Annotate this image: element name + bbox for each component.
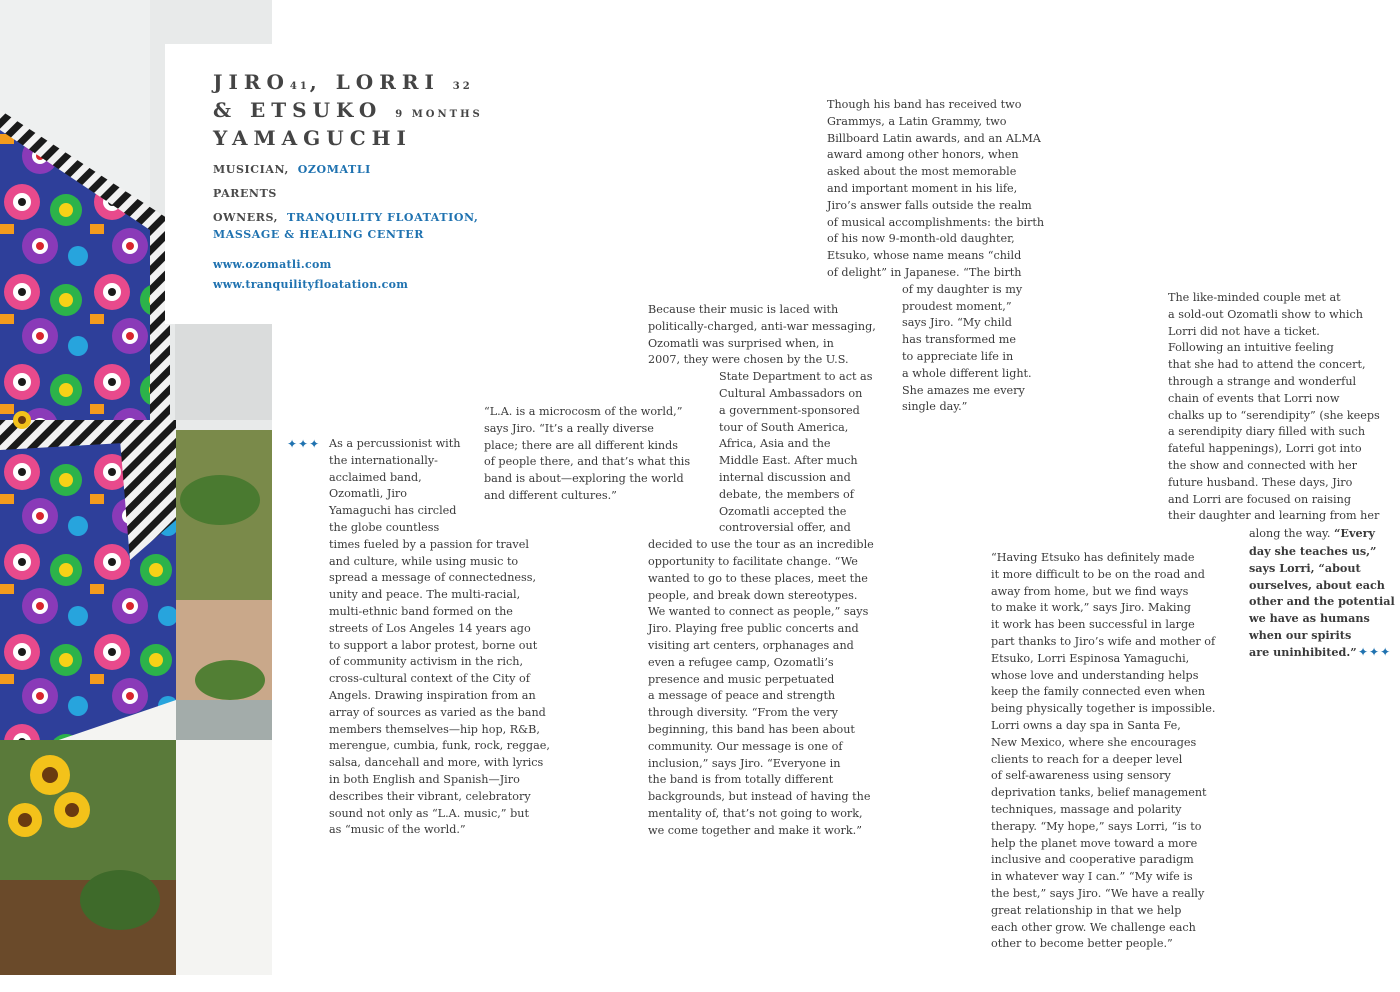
text-line: proudest moment,”	[902, 299, 1012, 313]
text-line: array of sources as varied as the band	[329, 705, 546, 719]
text-line: it work has been successful in large	[991, 618, 1195, 632]
text-line: day she teaches us,”	[1249, 543, 1377, 558]
ozomatli-link[interactable]: www.ozomatli.com	[213, 258, 332, 271]
text-line: controversial offer, and	[719, 521, 851, 535]
text-line: acclaimed band,	[329, 470, 422, 484]
text-line: backgrounds, but instead of having the	[648, 790, 871, 804]
column-4-text-top	[827, 97, 1057, 282]
age-jiro: 41	[289, 81, 310, 92]
text-line: place; there are all different kinds	[484, 438, 679, 452]
text-line: has transformed me	[902, 333, 1017, 347]
text-line: band is about—exploring the world	[484, 472, 684, 486]
text-line: when our spirits	[1249, 627, 1352, 642]
text-line: of people there, and that’s what this	[484, 455, 691, 469]
text-line: Though his band has received two	[827, 98, 1022, 111]
text-line: fateful happenings), Lorri got into	[1168, 442, 1362, 456]
text-line: describes their vibrant, celebratory	[329, 789, 531, 803]
text-line: politically-charged, anti-war messaging,	[648, 319, 876, 333]
text-line: Ozomatli was surprised when, in	[648, 336, 834, 350]
text-line: as “music of the world.”	[329, 823, 466, 837]
role-label: MUSICIAN,	[213, 163, 289, 176]
text-line: their daughter and learning from her	[1168, 509, 1380, 523]
text-line: New Mexico, where she encourages	[991, 735, 1197, 749]
text-line: to appreciate life in	[902, 349, 1014, 363]
decorative-stars-icon: ✦✦✦	[287, 437, 321, 451]
text-line: mentality of, that’s not going to work,	[648, 806, 863, 820]
text-line: whose love and understanding helps	[991, 668, 1199, 682]
text-line: award among other honors, when	[827, 148, 1019, 162]
age-lorri: 32	[452, 81, 473, 92]
text-line: debate, the members of	[719, 487, 854, 501]
name-etsuko: & ETSUKO	[213, 98, 383, 122]
text-line: each other grow. We challenge each	[991, 920, 1196, 934]
text-line: State Department to act as	[719, 370, 873, 384]
text-line: Jiro’s answer falls outside the realm	[827, 198, 1032, 212]
text-line: salsa, dancehall and more, with lyrics	[329, 756, 544, 770]
text-line: Etsuko, whose name means “child	[827, 249, 1022, 263]
text-line: even a refugee camp, Ozomatli’s	[648, 655, 834, 669]
text-line: members themselves—hip hop, R&B,	[329, 722, 540, 736]
text-line: it more difficult to be on the road and	[991, 567, 1205, 581]
text-line: Yamaguchi has circled	[329, 504, 457, 518]
text-line: inclusive and cooperative paradigm	[991, 853, 1194, 867]
pull-quote-lead: along the way.	[1249, 527, 1331, 541]
text-line: times fueled by a passion for travel	[329, 537, 529, 551]
text-line: and important moment in his life,	[827, 181, 1018, 195]
text-line: says Jiro. “It’s a really diverse	[484, 421, 654, 435]
text-line: chain of events that Lorri now	[1168, 391, 1340, 405]
text-line: Ozomatli accepted the	[719, 504, 847, 518]
names-line-1	[213, 70, 473, 94]
text-line: that she had to attend the concert,	[1168, 358, 1366, 372]
column-3-text-bottom	[648, 537, 888, 839]
text-line: As a percussionist with	[329, 437, 461, 450]
text-line: merengue, cumbia, funk, rock, reggae,	[329, 739, 550, 753]
text-line: and culture, while using music to	[329, 554, 519, 568]
text-line: a message of peace and strength	[648, 689, 836, 703]
text-line: other and the potential	[1249, 594, 1395, 609]
text-line: techniques, massage and polarity	[991, 802, 1182, 816]
text-line: Etsuko, Lorri Espinosa Yamaguchi,	[991, 651, 1190, 665]
article-column-4	[827, 97, 1057, 416]
text-line: 2007, they were chosen by the U.S.	[648, 353, 849, 367]
text-line: We wanted to connect as people,” says	[648, 605, 869, 619]
text-line: clients to reach for a deeper level	[991, 752, 1183, 766]
text-line: wanted to go to these places, meet the	[648, 571, 868, 585]
pull-quote-first-line	[1249, 525, 1398, 543]
text-line: through diversity. “From the very	[648, 706, 838, 720]
text-line: of his now 9-month-old daughter,	[827, 232, 1015, 246]
text-line: decided to use the tour as an incredible	[648, 538, 874, 552]
text-line: Lorri owns a day spa in Santa Fe,	[991, 718, 1181, 732]
text-line: and different cultures.”	[484, 488, 617, 502]
text-line: of self-awareness using sensory	[991, 769, 1171, 783]
text-line: to make it work,” says Jiro. Making	[991, 601, 1191, 615]
text-line: cross-cultural context of the City of	[329, 672, 530, 686]
text-line: beginning, this band has been about	[648, 722, 855, 736]
role-parents: PARENTS	[213, 187, 277, 200]
text-line: “L.A. is a microcosm of the world,”	[484, 405, 683, 418]
text-line: Following an intuitive feeling	[1168, 341, 1334, 355]
text-line: therapy. “My hope,” says Lorri, “is to	[991, 819, 1202, 833]
text-line: in whatever way I can.” “My wife is	[991, 870, 1193, 884]
text-line: multi-ethnic band formed on the	[329, 604, 513, 618]
text-line: chalks up to “serendipity” (she keeps	[1168, 408, 1380, 422]
article-column-6	[1168, 290, 1398, 661]
text-line: a serendipity diary filled with such	[1168, 425, 1366, 439]
text-line: “Having Etsuko has definitely made	[991, 551, 1195, 564]
text-line: asked about the most memorable	[827, 165, 1017, 179]
text-line: keep the family connected even when	[991, 685, 1206, 699]
text-line: Billboard Latin awards, and an ALMA	[827, 131, 1041, 145]
text-line: away from home, but we find ways	[991, 584, 1189, 598]
role-owners	[213, 209, 478, 226]
text-line: the band is from totally different	[648, 773, 834, 787]
age-etsuko: 9 MONTHS	[395, 109, 483, 120]
text-line: through a strange and wonderful	[1168, 374, 1357, 388]
role-label: OWNERS,	[213, 211, 279, 224]
text-line: to support a labor protest, borne out	[329, 638, 538, 652]
text-line: She amazes me every	[902, 383, 1025, 397]
text-line: Jiro. Playing free public concerts and	[648, 622, 859, 636]
text-line: sound not only as “L.A. music,” but	[329, 806, 529, 820]
text-line: internal discussion and	[719, 470, 851, 484]
text-line: the internationally-	[329, 453, 438, 467]
text-line: The like-minded couple met at	[1168, 291, 1341, 304]
name-lorri: , LORRI	[309, 70, 440, 94]
text-line: Africa, Asia and the	[719, 437, 831, 451]
text-line: ourselves, about each	[1249, 577, 1385, 592]
text-line: in both English and Spanish—Jiro	[329, 772, 520, 786]
decorative-stars-end-icon: ✦✦✦	[1358, 645, 1392, 659]
text-line: visiting art centers, orphanages and	[648, 638, 854, 652]
text-line: a sold-out Ozomatli show to which	[1168, 307, 1363, 321]
business-name-line1: TRANQUILITY FLOATATION,	[286, 211, 479, 224]
text-line: the show and connected with her	[1168, 458, 1358, 472]
band-name: OZOMATLI	[297, 163, 371, 176]
text-line: Angels. Drawing inspiration from an	[329, 688, 536, 702]
text-line: inclusion,” says Jiro. “Everyone in	[648, 756, 841, 770]
text-line: we have as humans	[1249, 611, 1370, 626]
name-jiro: JIRO	[213, 70, 290, 94]
text-line: deprivation tanks, belief management	[991, 786, 1207, 800]
text-line: community. Our message is one of	[648, 739, 843, 753]
text-line: opportunity to facilitate change. “We	[648, 554, 858, 568]
text-line: being physically together is impossible.	[991, 702, 1216, 716]
role-musician	[213, 161, 371, 178]
text-line: help the planet move toward a more	[991, 836, 1198, 850]
business-name-line2: MASSAGE & HEALING CENTER	[213, 228, 425, 241]
tranquility-link[interactable]: www.tranquilityfloatation.com	[213, 278, 409, 291]
text-line: streets of Los Angeles 14 years ago	[329, 621, 531, 635]
text-line: great relationship in that we help	[991, 903, 1182, 917]
text-line: says Jiro. “My child	[902, 316, 1012, 330]
text-line: Grammys, a Latin Grammy, two	[827, 114, 1007, 128]
text-line: of delight” in Japanese. “The birth	[827, 265, 1022, 279]
text-line: a government-sponsored	[719, 403, 860, 417]
text-line: are uninhibited.”	[1249, 644, 1357, 659]
column-6-text-top	[1168, 290, 1398, 525]
text-line: the best,” says Jiro. “We have a really	[991, 886, 1205, 900]
text-line: Because their music is laced with	[648, 303, 839, 316]
text-line: says Lorri, “about	[1249, 560, 1361, 575]
text-line: and Lorri are focused on raising	[1168, 492, 1351, 506]
text-line: other to become better people.”	[991, 937, 1173, 951]
text-line: Lorri did not have a ticket.	[1168, 324, 1320, 338]
text-line: spread a message of connectedness,	[329, 571, 537, 585]
text-line: tour of South America,	[719, 420, 849, 434]
text-line: a whole different light.	[902, 366, 1032, 380]
names-line-2	[213, 98, 483, 122]
text-line: Middle East. After much	[719, 454, 858, 468]
text-line: Cultural Ambassadors on	[719, 386, 863, 400]
text-line: we come together and make it work.”	[648, 823, 862, 837]
text-line: of my daughter is my	[902, 282, 1023, 296]
text-line: single day.”	[902, 400, 968, 414]
pull-quote-text	[1249, 543, 1398, 661]
text-line: of musical accomplishments: the birth	[827, 215, 1045, 229]
column-6-pull-quote	[1249, 525, 1398, 660]
text-line: of community activism in the rich,	[329, 655, 523, 669]
profile-header-card	[165, 44, 483, 324]
text-line: unity and peace. The multi-racial,	[329, 588, 521, 602]
pull-quote-open: “Every	[1333, 526, 1375, 541]
column-4-text-indent	[902, 282, 1057, 416]
family-surname: YAMAGUCHI	[213, 126, 412, 150]
text-line: future husband. These days, Jiro	[1168, 475, 1353, 489]
text-line: the globe countless	[329, 520, 440, 534]
text-line: presence and music perpetuated	[648, 672, 835, 686]
text-line: people, and break down stereotypes.	[648, 588, 858, 602]
text-line: Ozomatli, Jiro	[329, 487, 407, 501]
text-line: part thanks to Jiro’s wife and mother of	[991, 634, 1216, 648]
